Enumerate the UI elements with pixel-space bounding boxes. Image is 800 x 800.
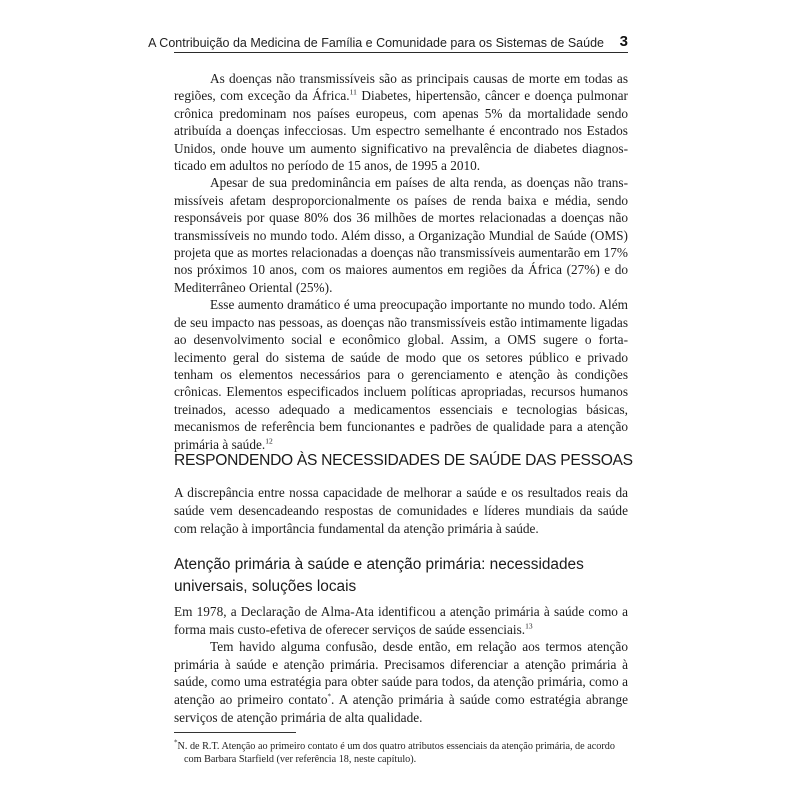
subsection-heading: Atenção primária à saúde e atenção primária: necessidades universais, soluções locais (174, 556, 584, 595)
paragraph-4 (174, 603, 628, 638)
paragraph-1-text-a: As doenças não transmissíveis são as principais causas de morte em todas as regiões, com exceção da África. (174, 71, 628, 104)
footnote-marker: * (327, 692, 332, 701)
footnote-mark: * (174, 738, 178, 747)
reference-11: 11 (349, 87, 357, 97)
section-intro: A discrepância entre nossa capacidade de melhorar a saúde e os resultados reais da saúde vem desencadeando respostas de comunidades e líderes mundiais da saúde com relação à importância fundamental da atenção primária à saúde. (174, 485, 628, 536)
body-text-top (174, 70, 628, 453)
page-number: 3 (619, 33, 628, 50)
footnote-line-2: com Barbara Starfield (ver referência 18, neste capítulo). (184, 754, 417, 766)
reference-13: 13 (525, 621, 533, 631)
running-title: A Contribuição da Medicina de Família e Comunidade para os Sistemas de Saúde (148, 36, 604, 50)
section-heading: RESPONDENDO ÀS NECESSIDADES DE SAÚDE DAS PESSOAS (174, 452, 633, 469)
paragraph-5-text-b: . A atenção primária à saúde como estratégia abrange serviços de atenção primária de alta qualidade. (174, 691, 629, 725)
footnote-line-1: N. de R.T. Atenção ao primeiro contato é um dos quatro atributos essenciais da atenção primária, de acordo (177, 741, 615, 752)
paragraph-5-text-a: Tem havido alguma confusão, desde então, em relação aos termos atenção primária à saúde e atenção primária. Precisamos diferenciar a atenção primária à saúde, como uma estratégia para obter saúde para todos, da atenção primária, como a atenção ao primeiro contato (174, 639, 628, 707)
paragraph-3 (174, 296, 628, 453)
running-header (148, 32, 628, 53)
reference-12: 12 (265, 436, 273, 446)
body-text-bottom (174, 603, 628, 726)
paragraph-1 (174, 70, 628, 174)
footnote (174, 740, 628, 767)
paragraph-4-text: Em 1978, a Declaração de Alma-Ata identificou a atenção primária à saúde como a forma mais custo-efetiva de oferecer serviços de saúde essenciais. (174, 604, 628, 637)
paragraph-1-text-b: Diabetes, hipertensão, câncer e doença pulmonar crônica predominam nos países europeus, com apenas 5% da mortalidade sendo atribuída a doenças infecciosas. Um espectro semelhante é encontrado nos Estados Unidos, onde houve um aumento significativo na prevalência de diabetes diagnosticado em adultos no período de 15 anos, de 1995 a 2010. (174, 88, 628, 174)
footnote-divider (174, 732, 296, 733)
paragraph-5 (174, 638, 628, 726)
paragraph-2: Apesar de sua predominância em países de alta renda, as doenças não transmissíveis afetam desproporcionalmente os países de renda baixa e média, sendo responsáveis por quase 80% dos 36 milhões de mortes relacionadas a doenças não transmissíveis no mundo todo. Além disso, a Organização Mundial de Saúde (OMS) projeta que as mortes relacionadas a doenças não transmissíveis aumentarão em 17% nos próximos 10 anos, com os maiores aumentos em regiões da África (27%) e do Mediterrâneo Oriental (25%). (174, 175, 628, 295)
paragraph-3-text: Esse aumento dramático é uma preocupação importante no mundo todo. Além de seu impacto nas pessoas, as doenças não transmissíveis estão intimamente ligadas ao desenvolvimento social e econômico global. Assim, a OMS sugere o fortalecimento geral do sistema de saúde de modo que os setores público e privado tenham os elementos necessários para o gerenciamento e atenção às condições crônicas. Elementos especificados incluem políticas apropriadas, recursos humanos treinados, acesso adequado a medicamentos essenciais e tecnologias básicas, mecanismos de referência bem funcionantes e padrões de qualidade para a atenção primária à saúde. (174, 297, 628, 452)
